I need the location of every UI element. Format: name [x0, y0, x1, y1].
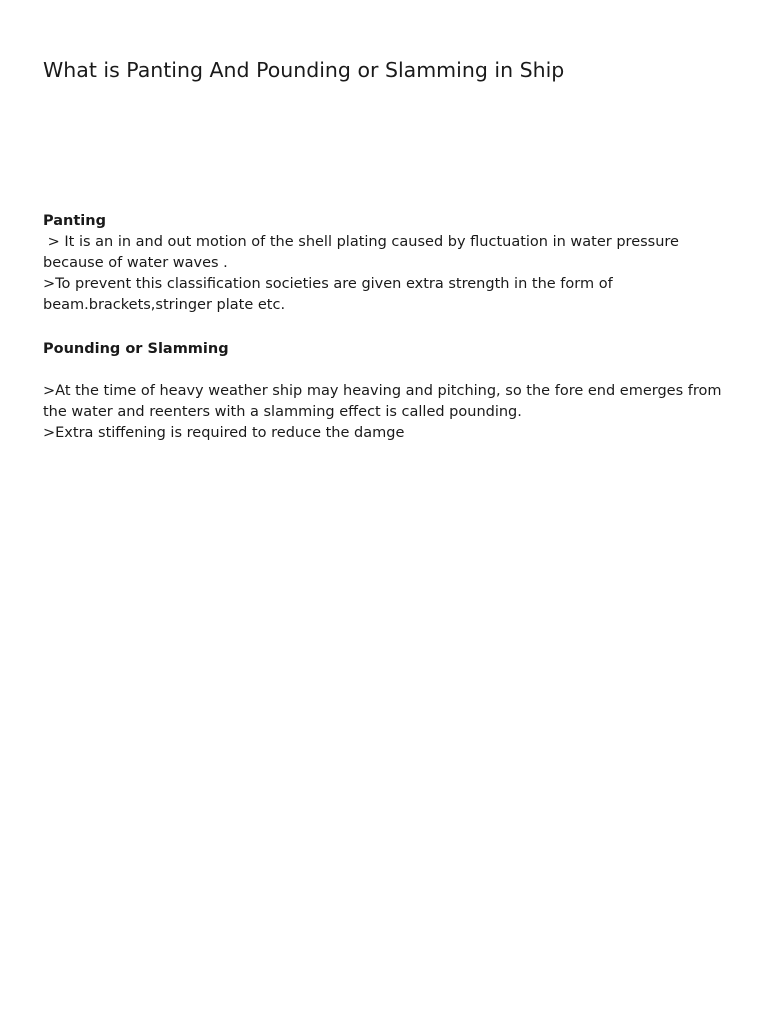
pounding-paragraph-2: >Extra stiffening is required to reduce the damge: [43, 425, 405, 441]
section-heading-panting: Panting: [43, 213, 106, 229]
section-spacer: [43, 360, 733, 381]
panting-paragraph-1: > It is an in and out motion of the shell plating caused by fluctuation in water pressure because of water waves .: [43, 234, 684, 271]
panting-paragraph-2: >To prevent this classification societies are given extra strength in the form of beam.brackets,stringer plate etc.: [43, 276, 613, 313]
section-pounding: [43, 339, 733, 444]
page-title: What is Panting And Pounding or Slamming in Ship: [43, 58, 565, 82]
pounding-paragraph-1: >At the time of heavy weather ship may heaving and pitching, so the fore end emerges from the water and reenters with a slamming effect is called pounding.: [43, 383, 722, 420]
section-panting: [43, 211, 733, 316]
section-heading-pounding: Pounding or Slamming: [43, 341, 229, 357]
